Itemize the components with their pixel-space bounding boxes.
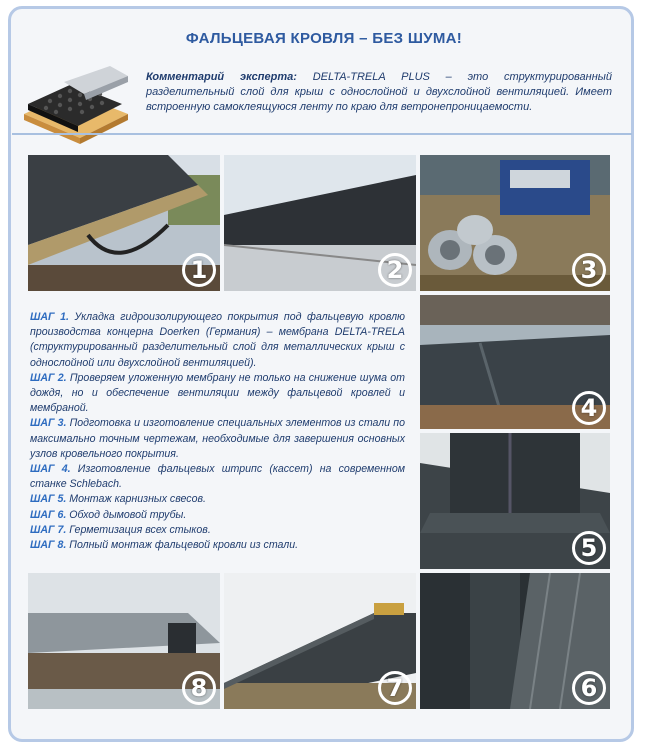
step-label: ШАГ 7. (30, 523, 67, 536)
step-text: Изготовление фальцевых штрипс (кассет) на современном станке Schlebach. (30, 463, 405, 491)
expert-text: DELTA-TRELA PLUS – это структурированный разделительный слой для крыш с однослойной и двухслойной вентиляцией. Имеет встроенную самоклеящуюся ленту по краю для ветронепроницаемости. (146, 71, 612, 113)
step-label: ШАГ 6. (30, 508, 67, 521)
step-5 (30, 492, 405, 507)
step-8 (30, 538, 405, 553)
step-label: ШАГ 5. (30, 493, 67, 506)
page-title: ФАЛЬЦЕВАЯ КРОВЛЯ – БЕЗ ШУМА! (185, 30, 463, 47)
membrane-illustration (20, 56, 132, 144)
steps-list (30, 310, 405, 553)
step-number-badge: 7 (378, 671, 412, 705)
step-text: Обход дымовой трубы. (69, 508, 187, 521)
photo-step-2 (224, 155, 416, 291)
step-4 (30, 462, 405, 492)
photo-step-7 (224, 573, 416, 709)
step-text: Подготовка и изготовление специальных элементов из стали по максимально точным чертежам, необходимые для завершения основных узлов кровельного покрытия. (30, 417, 406, 460)
step-number-badge: 4 (572, 391, 606, 425)
step-number-badge: 5 (572, 531, 606, 565)
photo-step-4 (420, 295, 610, 429)
step-number-badge: 1 (182, 253, 216, 287)
step-6 (30, 508, 405, 523)
step-label: ШАГ 3. (30, 417, 67, 430)
step-number-badge: 8 (182, 671, 216, 705)
photo-step-6 (420, 573, 610, 709)
expert-label: Комментарий эксперта: (146, 71, 297, 83)
step-2 (30, 371, 405, 417)
photo-step-8 (28, 573, 220, 709)
photo-step-3 (420, 155, 610, 291)
step-number-badge: 6 (572, 671, 606, 705)
divider (12, 133, 632, 135)
step-7 (30, 523, 405, 538)
step-text: Полный монтаж фальцевой кровли из стали. (69, 539, 299, 552)
step-label: ШАГ 4. (30, 463, 71, 476)
step-text: Герметизация всех стыков. (69, 523, 211, 536)
step-label: ШАГ 2. (30, 371, 67, 384)
step-text: Укладка гидроизолирующего покрытия под фальцевую кровлю производства концерна Doerken (Германия) – мембрана DELTA-TRELA (структурированный разделительный слой для металлических крыш с однослойной или двухслойной вентиляцией). (30, 311, 406, 369)
step-label: ШАГ 8. (30, 539, 67, 552)
step-label: ШАГ 1. (30, 311, 69, 323)
step-text: Проверяем уложенную мембрану не только на снижение шума от дождя, но и обеспечение вентиляции между фальцевой кровлей и мембраной. (30, 371, 405, 415)
step-text: Монтаж карнизных свесов. (69, 493, 206, 506)
expert-comment (146, 70, 612, 115)
photo-step-5 (420, 433, 610, 569)
photo-step-1 (28, 155, 220, 291)
step-number-badge: 3 (572, 253, 606, 287)
step-number-badge: 2 (378, 253, 412, 287)
step-1 (30, 310, 405, 371)
step-3 (30, 416, 405, 462)
